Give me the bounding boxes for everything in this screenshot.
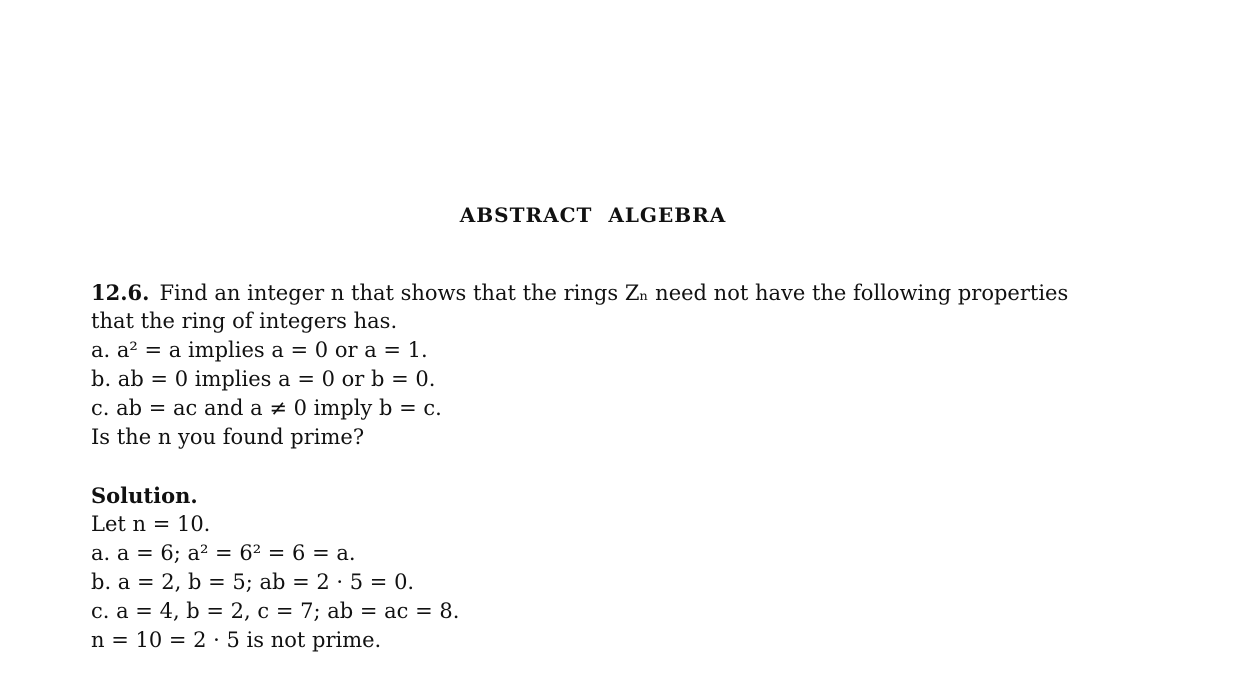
- problem-statement-line-2: that the ring of integers has.: [91, 309, 398, 333]
- problem-item-a: a. a² = a implies a = 0 or a = 1.: [91, 338, 428, 362]
- problem-statement-line-1: [91, 278, 1101, 307]
- solution-line-c: c. a = 4, b = 2, c = 7; ab = ac = 8.: [91, 599, 460, 623]
- problem-number: 12.6.: [91, 280, 150, 305]
- solution-block: [91, 481, 1101, 655]
- problem-item-c: c. ab = ac and a ≠ 0 imply b = c.: [91, 396, 442, 420]
- problem-block: [91, 278, 1101, 452]
- solution-line-b: b. a = 2, b = 5; ab = 2 · 5 = 0.: [91, 570, 415, 594]
- problem-statement-text: Find an integer n that shows that the rings Zₙ need not have the following properties: [159, 281, 1069, 305]
- solution-heading: Solution.: [91, 483, 198, 508]
- solution-line-1: Let n = 10.: [91, 512, 211, 536]
- page-title: ABSTRACT ALGEBRA: [459, 203, 727, 227]
- problem-item-b: b. ab = 0 implies a = 0 or b = 0.: [91, 367, 436, 391]
- problem-question: Is the n you found prime?: [91, 425, 365, 449]
- solution-line-a: a. a = 6; a² = 6² = 6 = a.: [91, 541, 356, 565]
- solution-conclusion: n = 10 = 2 · 5 is not prime.: [91, 628, 382, 652]
